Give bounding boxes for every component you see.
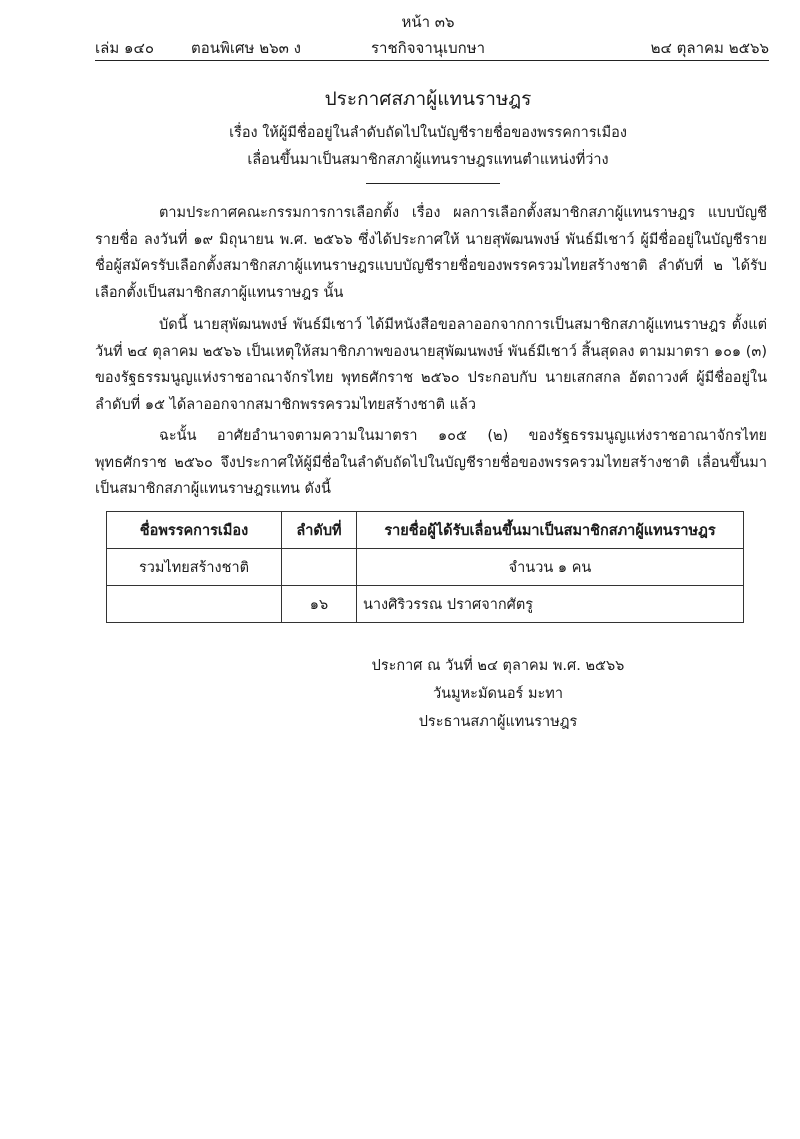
signature-date: ประกาศ ณ วันที่ ๒๔ ตุลาคม พ.ศ. ๒๕๖๖ <box>371 658 625 674</box>
gazette-name: ราชกิจจานุเบกษา <box>371 39 486 57</box>
header-name: รายชื่อผู้ได้รับเลื่อนขึ้นมาเป็นสมาชิกสภาผู้แทนราษฎร <box>357 512 744 549</box>
subject-line-1: เรื่อง ให้ผู้มีชื่ออยู่ในลำดับถัดไปในบัญชีรายชื่อของพรรคการเมือง <box>229 125 627 141</box>
paragraph-1-text: ตามประกาศคณะกรรมการการเลือกตั้ง เรื่อง ผลการเลือกตั้งสมาชิกสภาผู้แทนราษฎร แบบบัญชีรายชื่อ ลงวันที่ ๑๙ มิถุนายน พ.ศ. ๒๕๖๖ ซึ่งได้ประกาศให้ นายสุพัฒนพงษ์ พันธ์มีเชาว์ ผู้มีชื่ออยู่ในบัญชีรายชื่อผู้สมัครรับเลือกตั้งสมาชิกสภาผู้แทนราษฎรแบบบัญชีรายชื่อของพรรครวมไทยสร้างชาติ ลำดับที่ ๒ ได้รับเลือกตั้งเป็นสมาชิกสภาผู้แทนราษฎร นั้น <box>95 205 767 301</box>
paragraph-3-text: ฉะนั้น อาศัยอำนาจตามความในมาตรา ๑๐๕ (๒) ของรัฐธรรมนูญแห่งราชอาณาจักรไทย พุทธศักราช ๒๕๖๐ จึงประกาศให้ผู้มีชื่อในลำดับถัดไปในบัญชีรายชื่อของพรรครวมไทยสร้างชาติ เลื่อนขึ้นมาเป็นสมาชิกสภาผู้แทนราษฎรแทน ดังนี้ <box>95 428 767 497</box>
replacement-table <box>106 511 744 623</box>
table-row <box>107 549 744 586</box>
table-row <box>107 586 744 623</box>
table-header-row <box>107 512 744 549</box>
cell-party <box>107 586 282 623</box>
subject-line-2: เลื่อนขึ้นมาเป็นสมาชิกสภาผู้แทนราษฎรแทนตำแหน่งที่ว่าง <box>247 152 609 168</box>
cell-rank <box>282 549 357 586</box>
announcement-subject <box>0 120 800 174</box>
cell-name: นางศิริวรรณ ปราศจากศัตรู <box>357 586 744 623</box>
signatory-name: วันมูหะมัดนอร์ มะทา <box>433 686 563 702</box>
header-date: ๒๔ ตุลาคม ๒๕๖๖ <box>650 39 769 57</box>
page-number: หน้า ๓๖ <box>401 13 455 31</box>
body-paragraph-3 <box>95 423 767 503</box>
body-paragraph-1 <box>95 200 767 306</box>
header-rank: ลำดับที่ <box>282 512 357 549</box>
signature-block <box>0 652 800 736</box>
title-divider <box>366 183 500 184</box>
part-number: ตอนพิเศษ ๒๖๓ ง <box>191 39 301 57</box>
announcement-title: ประกาศสภาผู้แทนราษฎร <box>324 88 532 110</box>
signatory-position: ประธานสภาผู้แทนราษฎร <box>418 714 578 730</box>
gazette-header <box>95 36 769 61</box>
paragraph-2-text: บัดนี้ นายสุพัฒนพงษ์ พันธ์มีเชาว์ ได้มีหนังสือขอลาออกจากการเป็นสมาชิกสภาผู้แทนราษฎร ตั้งแต่วันที่ ๒๔ ตุลาคม ๒๕๖๖ เป็นเหตุให้สมาชิกภาพของนายสุพัฒนพงษ์ พันธ์มีเชาว์ สิ้นสุดลง ตามมาตรา ๑๐๑ (๓) ของรัฐธรรมนูญแห่งราชอาณาจักรไทย พุทธศักราช ๒๕๖๐ ประกอบกับ นายเสกสกล อัตถาวงศ์ ผู้มีชื่ออยู่ในลำดับที่ ๑๕ ได้ลาออกจากสมาชิกพรรครวมไทยสร้างชาติ แล้ว <box>95 317 767 413</box>
body-paragraph-2 <box>95 312 767 418</box>
header-party: ชื่อพรรคการเมือง <box>107 512 282 549</box>
cell-party: รวมไทยสร้างชาติ <box>107 549 282 586</box>
volume-number: เล่ม ๑๔๐ <box>95 39 155 57</box>
cell-name: จำนวน ๑ คน <box>357 549 744 586</box>
cell-rank: ๑๖ <box>282 586 357 623</box>
